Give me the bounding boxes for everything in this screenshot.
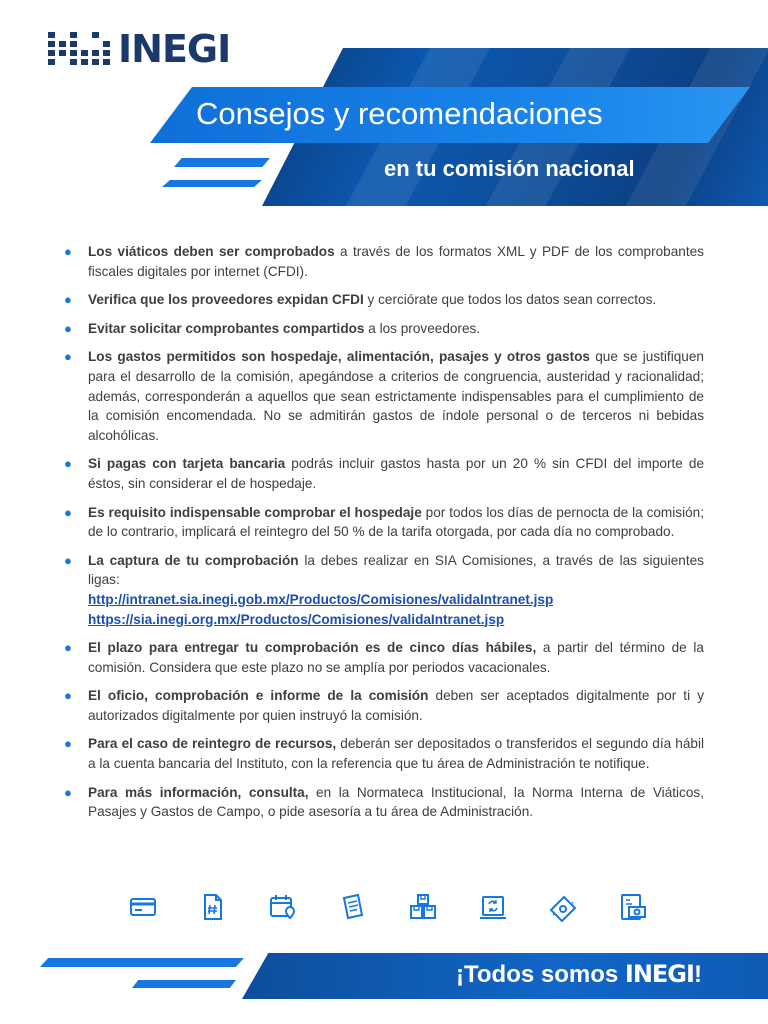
list-item: ● Para el caso de reintegro de recursos, deberán ser depositados o transferidos el segundo día hábil a la cuenta bancaria del Instituto, con la referencia que tu área de Administración te notifique. bbox=[64, 736, 705, 772]
calendar-location-icon bbox=[268, 892, 298, 922]
footer-slogan: ¡Todos somos INEGI! bbox=[456, 960, 702, 988]
document-hash-icon bbox=[198, 892, 228, 922]
list-item: ● Los viáticos deben ser comprobados a través de los formatos XML y PDF de los comprobantes fiscales digitales por internet (CFDI). bbox=[64, 244, 704, 279]
footer-stripe bbox=[40, 958, 244, 967]
footer-stripe bbox=[132, 980, 236, 988]
header-stripe bbox=[174, 158, 270, 167]
logo-text: INEGI bbox=[118, 27, 231, 71]
inegi-logo bbox=[48, 28, 230, 70]
intranet-link[interactable]: http://intranet.sia.inegi.gob.mx/Productos/Comisiones/validaIntranet.jsp bbox=[88, 591, 554, 607]
credit-card-icon bbox=[128, 892, 158, 922]
tips-list bbox=[64, 242, 704, 831]
bullet-icon: ● bbox=[64, 244, 72, 259]
bullet-icon: ● bbox=[64, 504, 72, 520]
icon-row bbox=[128, 890, 648, 924]
list-item: ● El plazo para entregar tu comprobación es de cinco días hábiles, a partir del término de la comisión. Considera que este plazo no se amplía por periodos vacacionales. bbox=[64, 640, 704, 675]
page-title: Consejos y recomendaciones bbox=[196, 96, 603, 131]
boxes-icon bbox=[408, 892, 438, 922]
page-subtitle: en tu comisión nacional bbox=[384, 156, 635, 181]
cash-stack-icon bbox=[548, 892, 578, 922]
bullet-icon: ● bbox=[64, 736, 72, 752]
documents-list-icon bbox=[338, 892, 368, 922]
header-stripe bbox=[162, 180, 262, 187]
internet-link[interactable]: https://sia.inegi.org.mx/Productos/Comisiones/validaIntranet.jsp bbox=[88, 611, 505, 627]
logo-dots-icon bbox=[48, 32, 112, 67]
bullet-icon: ● bbox=[64, 784, 72, 800]
list-item: ● El oficio, comprobación e informe de la comisión deben ser aceptados digitalmente por ti y autorizados digitalmente por quien instruyó la comisión. bbox=[64, 688, 704, 723]
bullet-icon: ● bbox=[64, 640, 72, 656]
list-item: ● La captura de tu comprobación la debes realizar en SIA Comisiones, a través de las siguientes ligas: http://intranet.sia.inegi.gob.mx/Productos/Comisiones/validaIntranet.jsp https://sia.inegi.org.mx/Productos/Comisiones/validaIntranet.jsp bbox=[64, 551, 704, 629]
bullet-icon: ● bbox=[64, 292, 72, 308]
bullet-icon: ● bbox=[64, 552, 72, 568]
list-item: ● Es requisito indispensable comprobar el hospedaje por todos los días de pernocta de la comisión; de lo contrario, implicará el reintegro del 50 % de la tarifa otorgada, por cada día no comprobado. bbox=[64, 504, 704, 540]
list-item: ● Evitar solicitar comprobantes compartidos a los proveedores. bbox=[64, 319, 704, 339]
bullet-icon: ● bbox=[64, 320, 72, 336]
bullet-icon: ● bbox=[64, 456, 72, 472]
bullet-icon: ● bbox=[64, 688, 72, 704]
bullet-icon: ● bbox=[64, 349, 72, 365]
list-item: ● Si pagas con tarjeta bancaria podrás incluir gastos hasta por un 20 % sin CFDI del importe de éstos, sin considerar el de hospedaje. bbox=[64, 456, 704, 491]
receipt-money-icon bbox=[618, 892, 648, 922]
list-item: ● Verifica que los proveedores expidan CFDI y cerciórate que todos los datos sean correctos. bbox=[64, 290, 704, 310]
list-item: ● Los gastos permitidos son hospedaje, alimentación, pasajes y otros gastos que se justifiquen para el desarrollo de la comisión, apegándose a criterios de congruencia, austeridad y racionalidad; además, corresponderán a aquellos que sean estrictamente indispensables para el cumplimiento de la comisión encomendada. No se admitirán gastos de índole personal o de terceros ni bebidas alcohólicas. bbox=[64, 349, 704, 443]
monitor-transfer-icon bbox=[478, 892, 508, 922]
footer-logo-text: INEGI bbox=[624, 960, 694, 988]
list-item: ● Para más información, consulta, en la Normateca Institucional, la Norma Interna de Viáticos, Pasajes y Gastos de Campo, o pide asesoría a tu área de Administración. bbox=[64, 784, 704, 820]
